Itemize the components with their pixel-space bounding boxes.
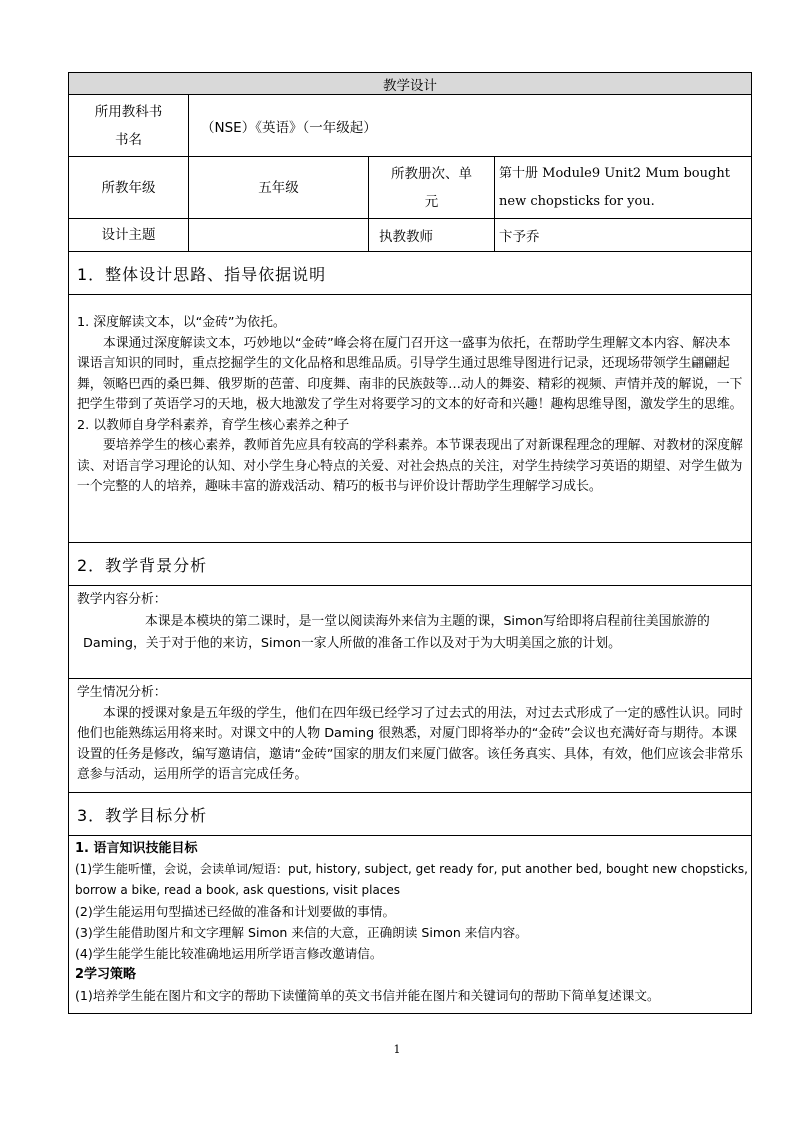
goal4: (4)学生能学生能比较准确地运用所学语言修改邀请信。 — [75, 946, 383, 961]
section1-p2-body: 要培养学生的核心素养，教师首先应具有较高的学科素养。本节课表现出了对新课程理念的理解、对教材的深度解读、对语言学习理论的认知、对小学生身心特点的关爱、对社会热点的关注，对学生持续学习英语的期望、对学生做为一个完整的人的培养，趣味丰富的游戏活动、精巧的板书与评价设计帮助学生理解学习成长。 — [77, 438, 743, 494]
section1-p2-title: 2. 以教师自身学科素养，育学生核心素养之种子 — [77, 417, 350, 433]
grade-value: 五年级 — [189, 157, 369, 219]
section1-p1-body: 本课通过深度解读文本，巧妙地以“金砖”峰会将在厦门召开这一盛事为依托，在帮助学生理解文本内容、解决本课语言知识的同时，重点挖掘学生的文化品格和思维品质。引导学生通过思维导图进行记录，还现场带领学生翩翩起舞，领略巴西的桑巴舞、俄罗斯的芭蕾、印度舞、南非的民族鼓等…动人的舞姿、精彩的视频、声情并茂的解说，一下把学生带到了英语学习的天地，极大地激发了学生对将要学习的文本的好奇和兴趣！趣构思维导图，激发学生的思维。 — [77, 335, 743, 412]
content-analysis — [69, 586, 752, 679]
goal2: (2)学生能运用句型描述已经做的准备和计划要做的事情。 — [75, 904, 396, 919]
grade-label: 所教年级 — [69, 157, 189, 219]
teacher-label: 执教教师 — [369, 219, 495, 252]
teacher-value: 卞予乔 — [495, 219, 752, 252]
objectives-sub2: 2学习策略 — [75, 967, 137, 982]
volume-label-line2: 元 — [424, 193, 439, 210]
book-value: （NSE）《英语》（一年级起） — [189, 95, 752, 157]
table-title: 教学设计 — [69, 73, 752, 95]
goal1-line2: borrow a bike, read a book, ask questions, visit places — [75, 883, 401, 897]
goal3: (3)学生能借助图片和文字理解 Simon 来信的大意，正确朗读 Simon 来信内容。 — [75, 925, 528, 940]
objectives-sub1: 1. 语言知识技能目标 — [75, 841, 198, 856]
objectives-body — [69, 836, 752, 1014]
volume-value-line1: 第十册 Module9 Unit2 Mum bought — [499, 165, 730, 181]
content-analysis-label: 教学内容分析： — [77, 592, 167, 607]
book-label-line2: 书名 — [115, 131, 142, 148]
volume-value — [495, 157, 752, 219]
theme-label: 设计主题 — [69, 219, 189, 252]
section1-p1-title: 1. 深度解读文本，以“金砖”为依托。 — [77, 315, 286, 330]
volume-value-line2: new chopsticks for you. — [499, 193, 655, 209]
volume-label-line1: 所教册次、单 — [391, 165, 472, 182]
section2-heading: 2．教学背景分析 — [69, 543, 752, 586]
goal1-line1: (1)学生能听懂，会说，会读单词/短语：put, history, subject, get ready for, put another bed, bought new chopsticks, — [75, 862, 748, 876]
section3-heading: 3．教学目标分析 — [69, 793, 752, 836]
student-analysis-label: 学生情况分析： — [77, 685, 167, 700]
student-analysis — [69, 679, 752, 793]
volume-label — [369, 157, 495, 219]
page-number: 1 — [393, 1043, 401, 1056]
book-label — [69, 95, 189, 157]
strategy1: (1)培养学生能在图片和文字的帮助下读懂简单的英文书信并能在图片和关键词句的帮助下简单复述课文。 — [75, 988, 660, 1003]
theme-value — [189, 219, 369, 252]
student-analysis-body: 本课的授课对象是五年级的学生，他们在四年级已经学习了过去式的用法，对过去式形成了一定的感性认识。同时他们也能熟练运用将来时。对课文中的人物 Daming 很熟悉，对厦门即将举办的“金砖”会议也充满好奇与期待。本课设置的任务是修改，编写邀请信，邀请“金砖”国家的朋友们来厦门做客。该任务真实、具体，有效，他们应该会非常乐意参与活动，运用所学的语言完成任务。 — [77, 705, 743, 782]
section1-body — [69, 295, 752, 543]
content-analysis-body: 本课是本模块的第二课时，是一堂以阅读海外来信为主题的课，Simon写给即将启程前往美国旅游的Daming，关于对于他的来访，Simon一家人所做的准备工作以及对于为大明美国之旅的计划。 — [83, 613, 710, 651]
lesson-design-table — [68, 72, 752, 1014]
book-label-line1: 所用教科书 — [94, 103, 163, 120]
section1-heading: 1．整体设计思路、指导依据说明 — [69, 252, 752, 295]
